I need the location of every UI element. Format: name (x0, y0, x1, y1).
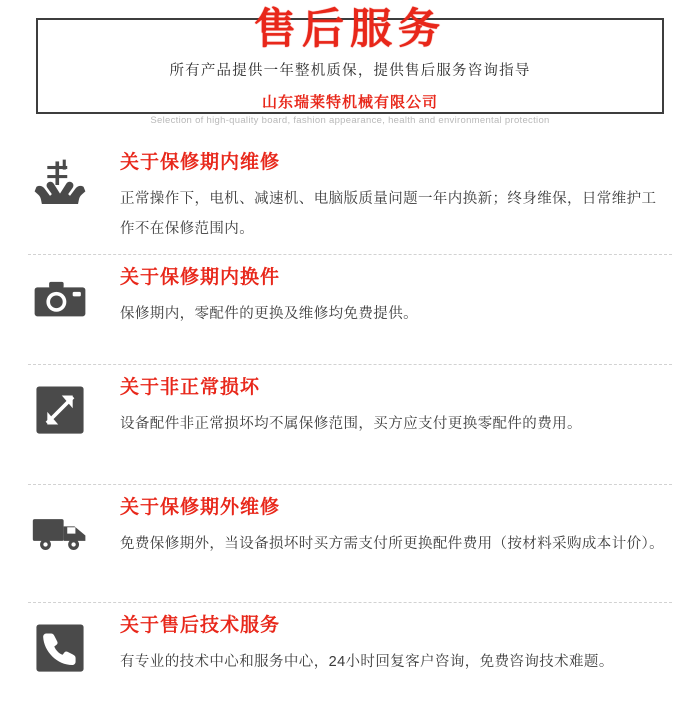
service-item (0, 140, 700, 255)
telephone-icon (31, 619, 89, 677)
service-item-body: 设备配件非正常损坏均不属保修范围，买方应支付更换零配件的费用。 (120, 416, 582, 432)
text-column (120, 255, 700, 329)
icon-column (0, 255, 120, 329)
service-item (0, 255, 700, 365)
company-name: 山东瑞莱特机械有限公司 (261, 94, 438, 111)
service-item-title: 关于售后技术服务 (120, 615, 281, 636)
resize-arrow-icon (31, 381, 89, 439)
service-item-body: 免费保修期外，当设备损坏时买方需支付所更换配件费用（按材料采购成本计价）。 (120, 536, 665, 552)
truck-icon (31, 501, 89, 559)
camera-icon (31, 271, 89, 329)
header-subtitle: 所有产品提供一年整机质保，提供售后服务咨询指导 (169, 63, 531, 79)
text-column (120, 485, 700, 559)
service-item (0, 603, 700, 723)
page-header (0, 0, 700, 140)
service-item-body: 保修期内，零配件的更换及维修均免费提供。 (120, 306, 418, 322)
service-item-title: 关于保修期内换件 (120, 267, 281, 288)
icon-column (0, 140, 120, 214)
text-column (120, 140, 700, 244)
text-column (120, 603, 700, 677)
service-item-title: 关于保修期内维修 (120, 152, 281, 173)
service-item-body: 有专业的技术中心和服务中心，24小时回复客户咨询，免费咨询技术难题。 (120, 654, 614, 670)
text-column (120, 365, 700, 439)
page-title: 售后服务 (253, 5, 446, 52)
icon-column (0, 603, 120, 677)
service-item (0, 365, 700, 485)
icon-column (0, 485, 120, 559)
service-item-title: 关于保修期外维修 (120, 497, 281, 518)
icon-column (0, 365, 120, 439)
service-item (0, 485, 700, 603)
hands-holding-repair-icon (31, 156, 89, 214)
service-item-title: 关于非正常损坏 (120, 377, 261, 398)
header-english-tagline: Selection of high-quality board, fashion appearance, health and environmental protection (150, 115, 550, 126)
service-item-body: 正常操作下，电机、减速机、电脑版质量问题一年内换新；终身维保，日常维护工作不在保修范围内。 (120, 191, 657, 237)
